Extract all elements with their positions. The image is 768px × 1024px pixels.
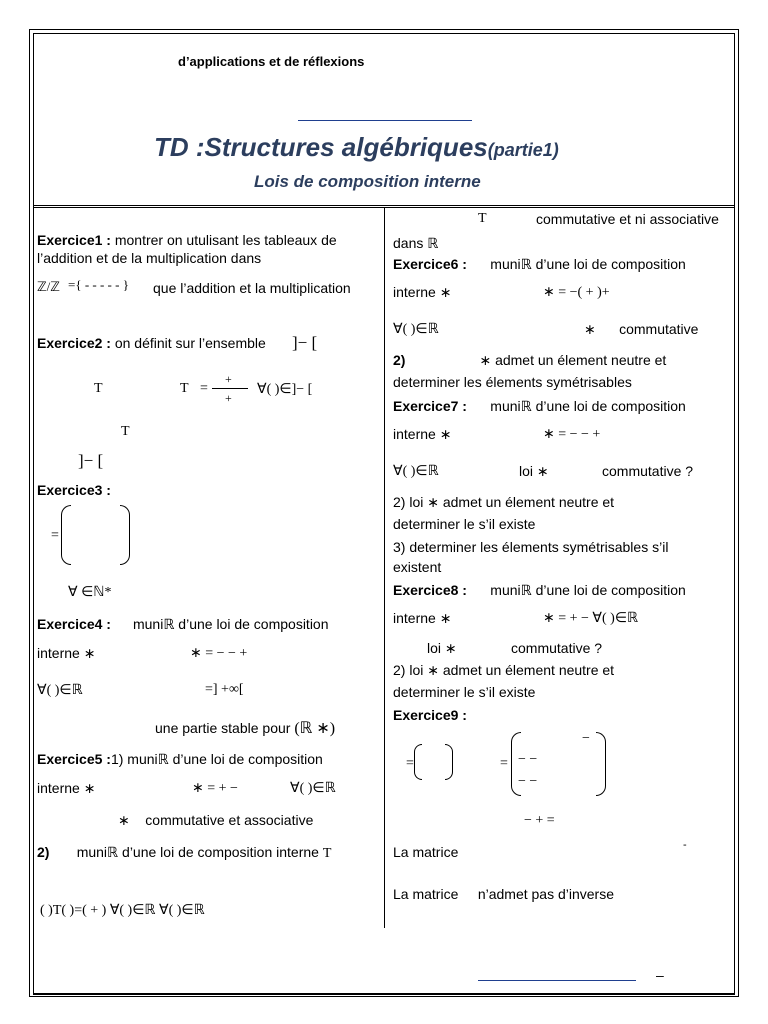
exercise3-label: Exercice3 : [37,482,111,498]
exercise5-forall: ∀( )∈ℝ [290,781,336,796]
header-underline [298,120,472,121]
exercise7-loi: loi ∗ [519,463,549,479]
exercise9-eq1: = [406,756,414,771]
exercise6-label: Exercice6 : [393,256,467,272]
exercise5-comm-star: ∗ [118,814,130,829]
exercise6-comm-text: commutative [619,321,699,337]
exercise7-line1 [393,398,686,416]
exercise3-left-paren [61,505,71,565]
exercise4-text: muni [132,616,164,632]
exercise6-comm [584,321,698,339]
footer-underline [478,980,636,981]
exercise9-dash: - [683,839,687,851]
exercise9-inverse-text: n’admet pas d’inverse [477,886,614,902]
exercise4-label: Exercice4 : [37,616,111,632]
exercise5-comm [118,812,313,830]
exercise5-part2-text: muni [76,844,108,860]
exercise7-part3: 3) determiner les élements symétrisables s’il [393,539,669,555]
exercise7-formula: ∗ = − − + [543,427,601,442]
exercise8-star: ∗ [439,612,452,627]
exercise9-A-left-paren [414,744,422,780]
title-part: (partie1) [487,140,559,160]
exercise6-part2-text: ∗ admet un élement neutre et [479,352,667,368]
exercise5-formula: ∗ = + − [192,781,238,796]
exercise2-numerator: + [225,372,232,386]
exercise5-part2-R: ℝ [107,846,119,861]
exercise3-right-paren [120,505,130,565]
exercise4-interval: =] +∞[ [205,682,244,697]
exercise5-part2-T: T [322,846,332,861]
exercise9-label: Exercice9 : [393,707,467,723]
exercise9-matrice2-text: La matrice [393,886,459,902]
exercise2-T2: T [180,381,189,396]
exercise9-matrix-row2: − − [518,752,538,767]
right-line1: commutative et ni associative [536,211,719,227]
exercise4-line1 [37,616,329,634]
exercise2-T1: T [94,381,103,396]
exercise5-text2: d’une loi de composition [168,751,323,767]
exercise5-star: ∗ [83,782,96,797]
exercise5-text: 1) muni [110,751,158,767]
exercise7-R: ℝ [520,400,532,415]
exercise9-B-right-paren [596,732,606,796]
exercise8-part2: 2) loi ∗ admet un élement neutre et [393,662,615,678]
footer-dash: – [656,967,664,983]
header-top-line: d’applications et de réflexions [178,54,365,69]
exercise1-quotient-set: ℤ/ℤ [37,279,60,294]
exercise6-part2 [393,352,666,369]
exercise2-eq: = [200,381,208,396]
title-main: TD :Structures algébriques [154,132,488,162]
exercise5-interne [37,780,95,798]
exercise6-R: ℝ [520,258,532,273]
exercise1-line1 [37,232,337,248]
exercise2-T3: T [121,424,130,439]
exercise6-line1 [393,256,686,274]
exercise1-set-values: ={ - - - - - } [68,277,129,292]
exercise5-part2-text2: d’une loi de composition interne [118,844,319,860]
exercise8-line1 [393,582,686,600]
exercise6-part2-line2: determiner les élements symétrisables [393,374,632,390]
exercise8-interne [393,610,451,628]
right-T: T [478,211,487,226]
exercise5-line1 [37,751,323,769]
exercise9-matrix-row1: − [582,731,590,746]
exercise6-interne [393,284,451,302]
exercise7-part2: 2) loi ∗ admet un élement neutre et [393,494,615,510]
exercise5-interne-text: interne [37,780,80,796]
exercise5-comm-text: commutative et associative [145,812,314,828]
exercise6-formula: ∗ = −( + )+ [543,285,610,300]
right-dans-text: dans [393,235,424,251]
exercise2-line1 [37,335,266,351]
page-title [154,132,559,163]
exercise7-interne-text: interne [393,426,436,442]
right-R: ℝ [427,237,439,252]
exercise7-forall: ∀( )∈ℝ [393,464,439,479]
exercise2-text: on définit sur l’ensemble [110,335,266,351]
exercise7-text: muni [490,398,521,414]
exercise5-label: Exercice5 : [37,751,111,767]
exercise6-part2-label: 2) [393,352,406,368]
exercise7-interne [393,426,451,444]
exercise9-eq2: = [500,756,508,771]
exercise4-interne-text: interne [37,645,80,661]
exercise1-line3: que l’addition et la multiplication [153,280,351,296]
exercise8-formula: ∗ = + − ∀( )∈ℝ [543,611,639,626]
exercise2-interval: ]− [ [292,333,318,352]
right-dans [393,235,438,253]
exercise4-interne [37,645,95,663]
exercise9-matrice2 [393,886,614,902]
page-subtitle: Lois de composition interne [254,172,481,191]
exercise8-label: Exercice8 : [393,582,467,598]
exercise2-label: Exercice2 : [37,335,111,351]
exercise2-fraction-bar [212,388,248,389]
exercise3-eq: = [51,528,59,543]
exercise2-interval2: ]− [ [78,451,104,470]
exercise4-text2: d’une loi de composition [174,616,329,632]
exercise2-denominator: + [225,391,232,405]
bottom-rule [33,993,735,995]
exercise8-R: ℝ [520,584,532,599]
exercise9-matrix-row3: − − [518,774,538,789]
exercise8-loi: loi ∗ [427,640,457,656]
exercise6-text: muni [490,256,521,272]
exercise7-text2: d’une loi de composition [531,398,686,414]
exercise8-interne-text: interne [393,610,436,626]
exercise6-comm-star: ∗ [584,323,596,338]
exercise4-formula: ∗ = − − + [190,646,248,661]
exercise5-part2-label: 2) [37,844,50,860]
exercise9-A-right-paren [445,744,453,780]
exercise1-text: montrer on utulisant les tableaux de [110,232,337,248]
exercise7-comm: commutative ? [602,463,694,479]
exercise5-part2-formula: ( )T( )=( + ) ∀( )∈ℝ ∀( )∈ℝ [40,903,205,918]
exercise7-star: ∗ [439,428,452,443]
exercise4-stable-set: (ℝ ∗) [294,720,336,737]
exercise4-stable [155,718,335,738]
exercise9-matrice1: La matrice [393,844,459,860]
exercise4-stable-text: une partie stable pour [155,720,291,736]
exercise7-label: Exercice7 : [393,398,467,414]
exercise6-text2: d’une loi de composition [531,256,686,272]
exercise8-text2: d’une loi de composition [531,582,686,598]
exercise2-forall: ∀( )∈]− [ [257,382,313,397]
exercise6-star: ∗ [439,286,452,301]
exercise9-relation: − + = [524,813,555,828]
exercise5-part2 [37,844,331,862]
exercise8-text: muni [490,582,521,598]
exercise4-R: ℝ [163,618,175,633]
exercise1-label: Exercice1 : [37,232,111,248]
exercise7-part3-line2: existent [393,559,442,575]
exercise4-forall: ∀( )∈ℝ [37,683,83,698]
exercise4-star: ∗ [83,647,96,662]
exercise3-forall: ∀ ∈ℕ* [68,585,112,600]
exercise6-interne-text: interne [393,284,436,300]
exercise6-forall: ∀( )∈ℝ [393,322,439,337]
column-divider [384,208,385,928]
exercise5-R: ℝ [157,753,169,768]
exercise1-line2: l’addition et de la multiplication dans [37,250,262,266]
exercise8-comm: commutative ? [511,640,603,656]
exercise7-part2-line2: determiner le s’il existe [393,516,536,532]
exercise8-part2-line2: determiner le s’il existe [393,684,536,700]
